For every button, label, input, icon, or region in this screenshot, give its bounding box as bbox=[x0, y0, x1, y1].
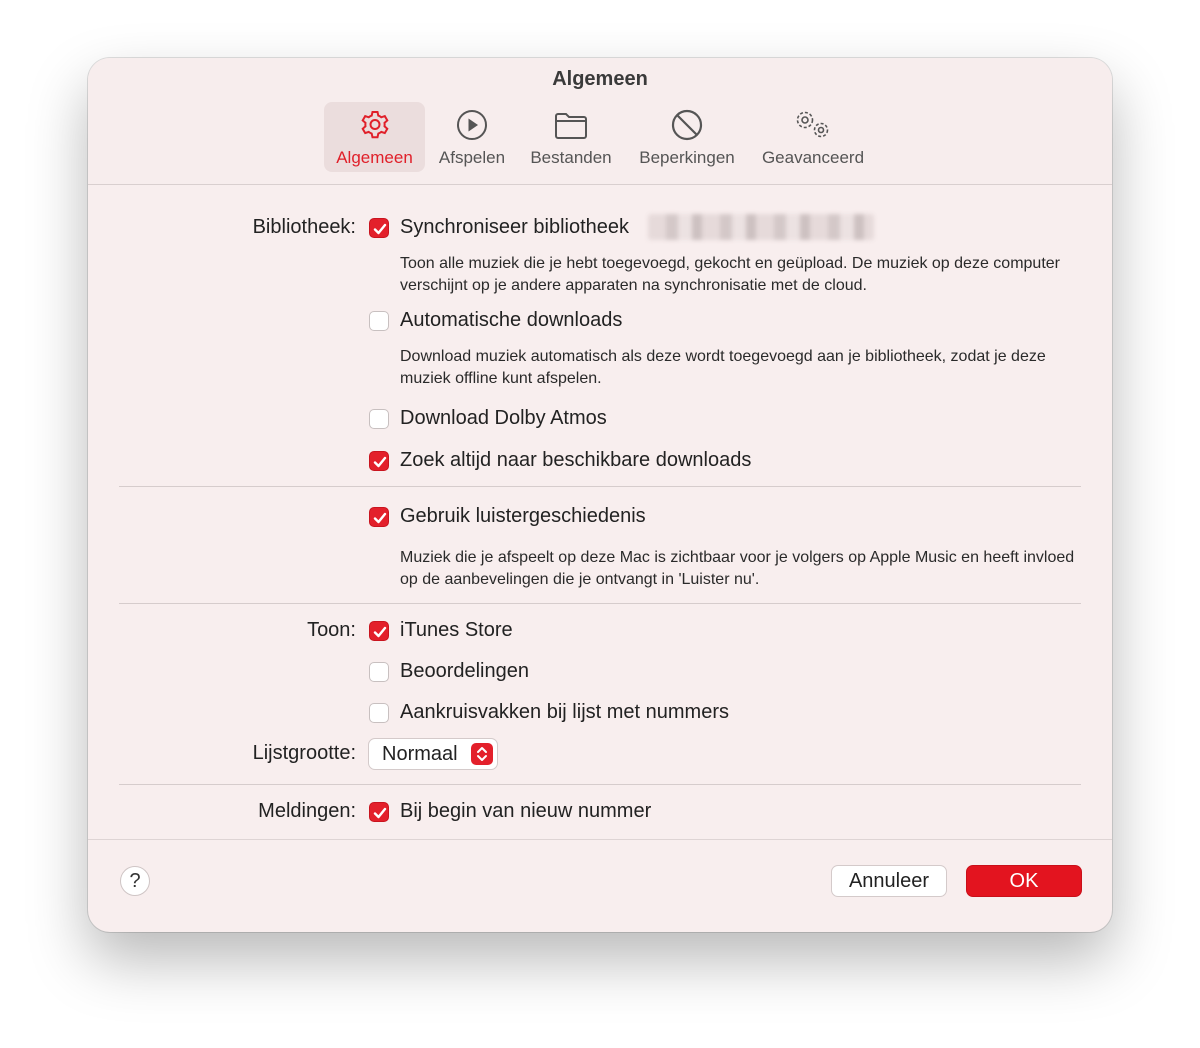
checkmark-icon bbox=[372, 454, 388, 470]
dolby-atmos-label: Download Dolby Atmos bbox=[400, 407, 607, 429]
help-button[interactable]: ? bbox=[120, 866, 150, 896]
sync-library-description: Toon alle muziek die je hebt toegevoegd, gekocht en geüpload. De muziek op deze computer verschijnt op je andere apparaten na synchronisatie met de cloud. bbox=[400, 255, 1060, 294]
tab-beperkingen[interactable] bbox=[632, 102, 742, 172]
sync-library-checkbox[interactable] bbox=[369, 218, 389, 238]
footer-separator bbox=[88, 839, 1112, 840]
chevron-updown-icon bbox=[471, 743, 493, 765]
notifications-label: Meldingen: bbox=[258, 800, 356, 822]
separator bbox=[119, 486, 1081, 487]
auto-downloads-label: Automatische downloads bbox=[400, 309, 623, 331]
list-size-label: Lijstgrootte: bbox=[252, 742, 356, 764]
checkmark-icon bbox=[372, 805, 388, 821]
list-size-value: Normaal bbox=[382, 743, 458, 765]
sync-library-label: Synchroniseer bibliotheek bbox=[400, 216, 630, 238]
ratings-checkbox[interactable] bbox=[369, 662, 389, 682]
tab-afspelen[interactable] bbox=[432, 102, 512, 172]
search-downloads-checkbox[interactable] bbox=[369, 451, 389, 471]
account-redacted bbox=[648, 214, 874, 240]
ratings-label: Beoordelingen bbox=[400, 660, 529, 682]
auto-downloads-description: Download muziek automatisch als deze wordt toegevoegd aan je bibliotheek, zodat je deze muziek offline kunt afspelen. bbox=[400, 348, 1046, 387]
gear-icon bbox=[357, 108, 393, 144]
search-downloads-label: Zoek altijd naar beschikbare downloads bbox=[400, 449, 752, 471]
tab-label: Bestanden bbox=[530, 148, 612, 167]
preferences-window bbox=[88, 58, 1112, 932]
checkmark-icon bbox=[372, 624, 388, 640]
auto-downloads-checkbox[interactable] bbox=[369, 311, 389, 331]
window-title: Algemeen bbox=[552, 68, 648, 90]
listening-history-checkbox[interactable] bbox=[369, 507, 389, 527]
library-label: Bibliotheek: bbox=[252, 216, 356, 238]
itunes-store-label: iTunes Store bbox=[400, 619, 513, 641]
itunes-store-checkbox[interactable] bbox=[369, 621, 389, 641]
tab-geavanceerd[interactable] bbox=[755, 102, 871, 172]
song-checkboxes-label: Aankruisvakken bij lijst met nummers bbox=[400, 701, 729, 723]
tab-label: Afspelen bbox=[438, 148, 506, 167]
tab-algemeen[interactable] bbox=[324, 102, 425, 172]
checkmark-icon bbox=[372, 221, 388, 237]
separator bbox=[119, 603, 1081, 604]
gears-icon bbox=[791, 108, 835, 144]
folder-icon bbox=[553, 108, 589, 144]
cancel-button[interactable]: Annuleer bbox=[831, 865, 947, 897]
tab-label: Beperkingen bbox=[639, 148, 735, 167]
checkmark-icon bbox=[372, 510, 388, 526]
play-circle-icon bbox=[454, 108, 490, 144]
list-size-select[interactable] bbox=[368, 738, 498, 770]
prohibited-icon bbox=[669, 108, 705, 144]
tab-label: Algemeen bbox=[336, 148, 413, 167]
song-checkboxes-checkbox[interactable] bbox=[369, 703, 389, 723]
toolbar bbox=[88, 58, 1112, 185]
show-label: Toon: bbox=[307, 619, 356, 641]
listening-history-description: Muziek die je afspeelt op deze Mac is zichtbaar voor je volgers op Apple Music en heeft invloed op de aanbevelingen die je ontvangt in 'Luister nu'. bbox=[400, 549, 1075, 588]
dolby-atmos-checkbox[interactable] bbox=[369, 409, 389, 429]
tab-label: Geavanceerd bbox=[761, 148, 865, 167]
tab-bestanden[interactable] bbox=[524, 102, 618, 172]
new-song-notification-checkbox[interactable] bbox=[369, 802, 389, 822]
new-song-notification-label: Bij begin van nieuw nummer bbox=[400, 800, 652, 822]
ok-button[interactable]: OK bbox=[966, 865, 1082, 897]
separator bbox=[119, 784, 1081, 785]
listening-history-label: Gebruik luistergeschiedenis bbox=[400, 505, 646, 527]
